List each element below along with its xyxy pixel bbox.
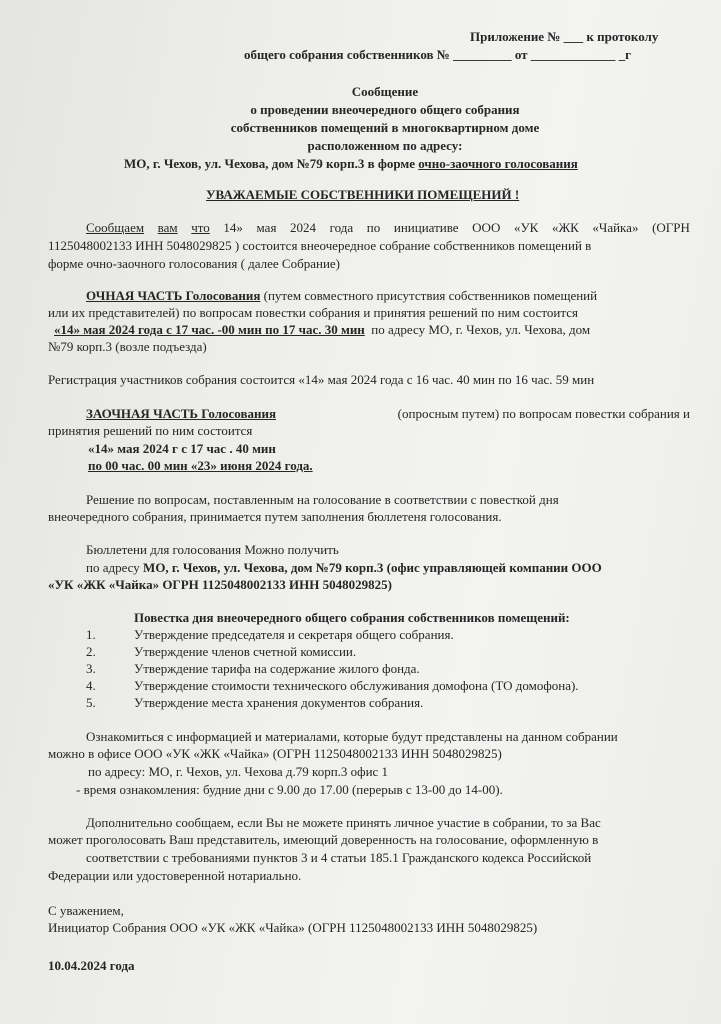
appendix-line: Приложение № ___ к протоколу (470, 29, 659, 44)
additional-line-4: Федерации или удостоверенной нотариально. (48, 868, 302, 883)
decision-line-1: Решение по вопросам, поставленным на голосование в соответствии с повесткой дня (86, 492, 559, 507)
ballots-line-2: по адресу МО, г. Чехов, ул. Чехова, дом №79 корп.3 (офис управляющей компании ООО (86, 560, 602, 575)
title-line-1: Сообщение (351, 84, 419, 99)
signature-initiator: Инициатор Собрания ООО «УК «ЖК «Чайка» (ОГРН 1125048002133 ИНН 5048029825) (48, 920, 538, 935)
additional-line-1: Дополнительно сообщаем, если Вы не можете принять личное участие в собрании, то за Вас (86, 815, 601, 830)
ochnaya-line-1: ОЧНАЯ ЧАСТЬ Голосования (путем совместного присутствия собственников помещений (86, 288, 598, 303)
agenda-item-number: 3. (86, 661, 96, 676)
zaochnaya-line-1: ЗАОЧНАЯ ЧАСТЬ Голосования (опросным путем) по вопросам повестки собрания и (86, 406, 690, 421)
agenda-item-text: Утверждение стоимости технического обслуживания домофона (ТО домофона). (134, 678, 579, 693)
materials-line-2: можно в офисе ООО «УК «ЖК «Чайка» (ОГРН 1125048002133 ИНН 5048029825) (48, 746, 502, 761)
ochnaya-line-3: «14» мая 2024 года с 17 час. -00 мин по 17 час. 30 мин по адресу МО, г. Чехов, ул. Чехова, дом (54, 322, 591, 337)
decision-line-2: внеочередного собрания, принимается путем заполнения бюллетеня голосования. (48, 509, 502, 524)
intro-line-3: форме очно-заочного голосования ( далее Собрание) (48, 256, 341, 271)
title-line-4: расположенном по адресу: (307, 138, 463, 153)
agenda-title: Повестка дня внеочередного общего собрания собственников помещений: (134, 610, 570, 625)
intro-line-1: Сообщаем вам что 14» мая 2024 года по инициативе ООО «УК «ЖК «Чайка» (ОГРН (86, 220, 690, 235)
zaochnaya-line-2: принятия решений по ним состоится (48, 423, 253, 438)
zaochnaya-date-start: «14» мая 2024 г с 17 час . 40 мин (88, 441, 276, 456)
ochnaya-line-4: №79 корп.3 (возле подъезда) (48, 339, 207, 354)
zaochnaya-date-end: по 00 час. 00 мин «23» июня 2024 года. (88, 458, 313, 473)
agenda-item-number: 2. (86, 644, 96, 659)
ballots-line-1: Бюллетени для голосования Можно получить (86, 542, 339, 557)
greeting: УВАЖАЕМЫЕ СОБСТВЕННИКИ ПОМЕЩЕНИЙ ! (206, 187, 520, 202)
agenda-item-text: Утверждение тарифа на содержание жилого фонда. (134, 661, 420, 676)
agenda-item-number: 4. (86, 678, 96, 693)
agenda-item-number: 5. (86, 695, 96, 710)
intro-line-2: 1125048002133 ИНН 5048029825 ) состоится внеочередное собрание собственников помещений в (48, 238, 592, 253)
agenda-item-text: Утверждение членов счетной комиссии. (134, 644, 357, 659)
document-date: 10.04.2024 года (48, 958, 135, 973)
materials-line-3: по адресу: МО, г. Чехов, ул. Чехова д.79 корп.3 офис 1 (88, 764, 389, 779)
signature-greeting: С уважением, (48, 903, 124, 918)
agenda-item-number: 1. (86, 627, 96, 642)
ochnaya-line-2: или их представителей) по вопросам повестки собрания и принятия решений по ним состоится (48, 305, 578, 320)
additional-line-3: соответствии с требованиями пунктов 3 и 4 статьи 185.1 Гражданского кодекса Российской (86, 850, 592, 865)
materials-line-1: Ознакомиться с информацией и материалами, которые будут представлены на данном собрании (86, 729, 618, 744)
materials-line-4: - время ознакомления: будние дни с 9.00 до 17.00 (перерыв с 13-00 до 14-00). (76, 782, 503, 797)
title-address: МО, г. Чехов, ул. Чехова, дом №79 корп.3 в форме очно-заочного голосования (124, 156, 578, 171)
agenda-item-text: Утверждение председателя и секретаря общего собрания. (134, 627, 454, 642)
agenda-item-text: Утверждение места хранения документов собрания. (134, 695, 424, 710)
meeting-line: общего собрания собственников № _________ от _____________ _г (244, 47, 631, 62)
title-line-2: о проведении внеочередного общего собрания (250, 102, 520, 117)
title-line-3: собственников помещений в многоквартирном доме (230, 120, 540, 135)
registration-line: Регистрация участников собрания состоится «14» мая 2024 года с 16 час. 40 мин по 16 час. 59 мин (48, 372, 595, 387)
additional-line-2: может проголосовать Ваш представитель, имеющий доверенность на голосование, оформленную в (48, 832, 599, 847)
ballots-line-3: «УК «ЖК «Чайка» ОГРН 1125048002133 ИНН 5048029825) (48, 577, 392, 592)
